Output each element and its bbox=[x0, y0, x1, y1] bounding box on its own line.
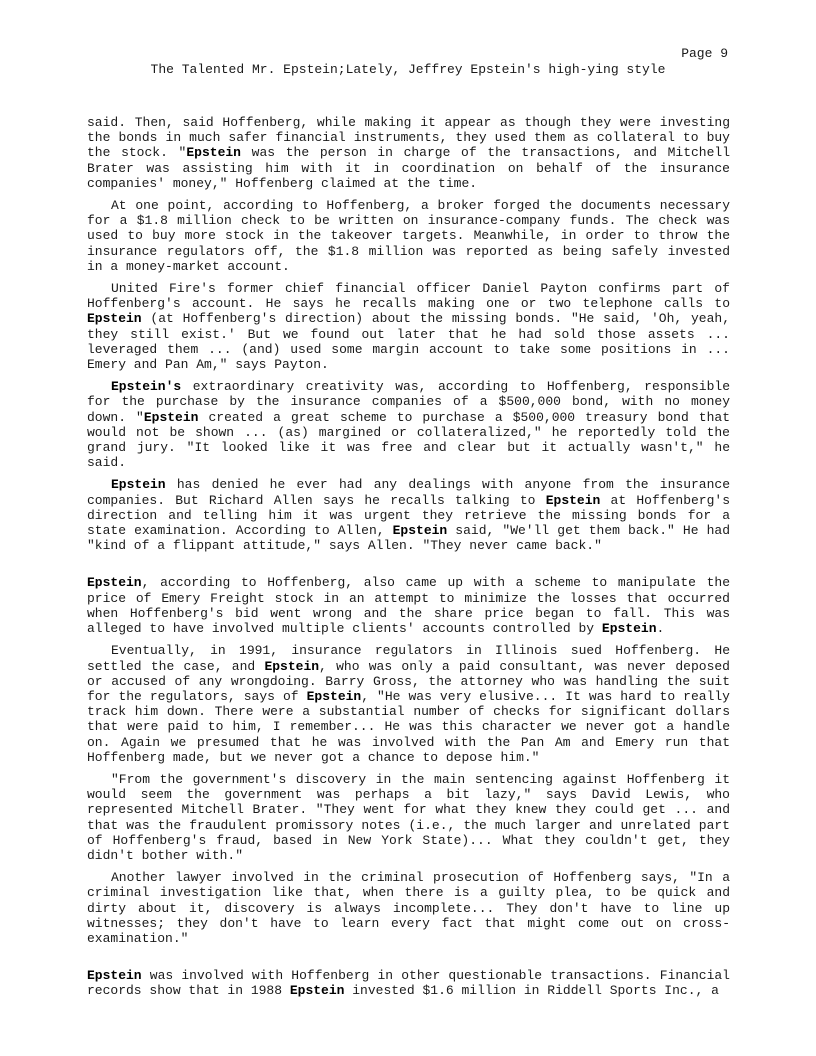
paragraph bbox=[87, 198, 730, 274]
bold-name: Epstein bbox=[143, 409, 199, 425]
text-run: "From the government's discovery in the main sentencing against Hoffenberg it would seem the government was perhaps a bit lazy," says David Lewis, who represented Mitchell Brater. "They went for what they knew they could get ... and that was the fraudulent promissory notes (i.e., the much larger and unrelated part of Hoffenberg's fraud, based in New York State)... What they couldn't get, they didn't bother with." bbox=[87, 771, 730, 863]
document-title: The Talented Mr. Epstein;Lately, Jeffrey Epstein's high-ying style bbox=[150, 62, 666, 77]
text-run: Another lawyer involved in the criminal prosecution of Hoffenberg says, "In a criminal investigation like that, when there is a guilty plea, to be quick and dirty about it, discovery is always incomplete... They don't have to line up witnesses; they don't have to learn every fact that might come out on cross-examination." bbox=[87, 870, 730, 946]
text-run: (at Hoffenberg's direction) about the missing bonds. "He said, 'Oh, yeah, they still exist.' But we found out later that he had sold those assets ... leveraged them ... (and) used some margin account to take some positions in ... Emery and Pan Am," says Payton. bbox=[87, 311, 730, 373]
paragraph bbox=[87, 379, 730, 470]
text-run: at Hoffenberg's direction and telling him it was urgent they retrieve the missing bonds for a state examination. According to Allen, bbox=[87, 492, 731, 539]
bold-name: Epstein bbox=[306, 688, 362, 704]
bold-name: Epstein bbox=[545, 492, 601, 508]
bold-name: Epstein bbox=[264, 658, 320, 674]
article-body bbox=[87, 115, 730, 1006]
bold-name: Epstein bbox=[111, 477, 166, 493]
paragraph bbox=[87, 115, 730, 191]
text-run: , who was only a paid consultant, was never deposed or accused of any wrongdoing. Barry Gross, the attorney who was handling the suit for the regulators, says of bbox=[87, 658, 730, 704]
text-run: . bbox=[656, 621, 665, 637]
page-number: Page 9 bbox=[681, 46, 728, 61]
bold-name: Epstein bbox=[601, 621, 657, 637]
text-run: extraordinary creativity was, according to Hoffenberg, responsible for the purchase by the insurance companies of a $500,000 bond, with no money down. " bbox=[87, 379, 730, 425]
text-run: Eventually, in 1991, insurance regulators in Illinois sued Hoffenberg. He settled the case, and bbox=[87, 643, 730, 674]
bold-name: Epstein bbox=[87, 311, 142, 327]
paragraph bbox=[87, 477, 730, 553]
text-run: At one point, according to Hoffenberg, a broker forged the documents necessary for a $1.8 million check to be written on insurance-company funds. The check was used to buy more stock in the takeover targets. Meanwhile, in order to throw the insurance regulators off, the $1.8 million was reported as being safely invested in a money-market account. bbox=[87, 198, 730, 274]
text-run: was the person in charge of the transactions, and Mitchell Brater was assisting him with it in coordination on behalf of the insurance companies' money," Hoffenberg claimed at the time. bbox=[87, 145, 730, 191]
paragraph bbox=[87, 870, 730, 946]
bold-name: Epstein bbox=[186, 145, 241, 161]
text-run: said, "We'll get them back." He had "kind of a flippant attitude," says Allen. "They never came back." bbox=[87, 523, 730, 554]
paragraph bbox=[87, 575, 730, 636]
paragraph bbox=[87, 772, 730, 863]
paragraph bbox=[87, 643, 730, 765]
text-run: , "He was very elusive... It was hard to really track him down. There were a substantial number of checks for significant dollars that were paid to him, I remember... He was this character we never got a handle on. Again we presumed that he was involved with the Pan Am and Emery run that Hoffenberg made, but we never got a chance to depose him." bbox=[87, 688, 730, 765]
paragraph bbox=[87, 968, 730, 998]
text-run: was involved with Hoffenberg in other questionable transactions. Financial records show that in 1988 bbox=[87, 968, 730, 999]
text-run: has denied he ever had any dealings with anyone from the insurance companies. But Richard Allen says he recalls talking to bbox=[87, 477, 730, 508]
text-run: invested $1.6 million in Riddell Sports Inc., a bbox=[344, 983, 719, 999]
bold-name: Epstein's bbox=[111, 379, 182, 395]
paragraph bbox=[87, 281, 730, 372]
text-run: , according to Hoffenberg, also came up with a scheme to manipulate the price of Emery Freight stock in an attempt to minimize the losses that occurred when Hoffenberg's bid went wrong and the share price began to fall. This was alleged to have involved multiple clients' accounts controlled by bbox=[87, 575, 730, 637]
text-run: created a great scheme to purchase a $500,000 treasury bond that would not be shown ... (as) margined or collateralized," he reportedly told the grand jury. "It looked like it was free and clear but it actually wasn't," he said. bbox=[87, 409, 730, 471]
bold-name: Epstein bbox=[289, 983, 345, 999]
bold-name: Epstein bbox=[87, 575, 142, 591]
bold-name: Epstein bbox=[392, 523, 448, 539]
text-run: United Fire's former chief financial officer Daniel Payton confirms part of Hoffenberg's account. He says he recalls making one or two telephone calls to bbox=[87, 281, 730, 312]
bold-name: Epstein bbox=[87, 968, 142, 984]
text-run: said. Then, said Hoffenberg, while making it appear as though they were investing the bonds in much safer financial instruments, they used them as collateral to buy the stock. " bbox=[87, 115, 730, 161]
